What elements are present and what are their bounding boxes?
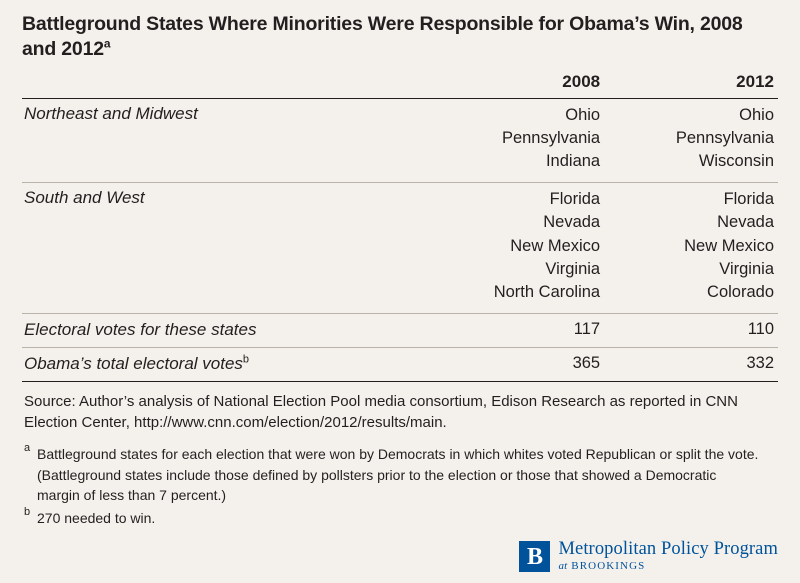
logo-institution (558, 561, 778, 573)
state-item: Pennsylvania (675, 128, 774, 147)
table-header-row (22, 72, 778, 99)
footnote-a-text: Battleground states for each election that were won by Democrats in which whites voted Republican or split the vote. (Battleground states include those defined by pollsters prior to the election or those that showed a Democratic margin of less than 7 percent.) (37, 446, 759, 504)
brookings-logo (519, 540, 778, 573)
state-item: Ohio (739, 105, 774, 124)
logo-brookings-word: BROOKINGS (571, 560, 646, 573)
cell-northeast-midwest-2008 (430, 98, 604, 182)
table-row (22, 313, 778, 347)
row-label-electoral-votes-these-states: Electoral votes for these states (22, 313, 430, 347)
page-title-text: Battleground States Where Minorities Were Responsible for Obama’s Win, 2008 and 2012 (22, 13, 743, 60)
table-row (22, 182, 778, 313)
state-item: Florida (549, 189, 601, 208)
footnote-b-text: 270 needed to win. (37, 510, 156, 527)
cell-electoral-votes-2008: 117 (430, 313, 604, 347)
column-header-2008: 2008 (430, 72, 604, 99)
source-note: Source: Author’s analysis of National Election Pool media consortium, Edison Research as reported in CNN Election Center, http://www.cnn.com/election/2012/results/main. (24, 392, 738, 432)
footnotes (24, 444, 759, 528)
state-item: Virginia (719, 260, 774, 279)
state-item: North Carolina (493, 283, 601, 302)
state-item: Colorado (707, 283, 774, 302)
battleground-states-table (22, 72, 778, 382)
footnote-b (24, 508, 759, 528)
state-item: Nevada (717, 213, 774, 232)
cell-south-west-2008 (430, 182, 604, 313)
column-header-2012: 2012 (604, 72, 778, 99)
state-item: Wisconsin (698, 152, 774, 171)
row-label-south-west: South and West (22, 182, 430, 313)
table-row (22, 98, 778, 182)
cell-total-electoral-votes-2008: 365 (430, 347, 604, 381)
page-title-footnote-marker: a (103, 36, 111, 51)
footnote-a-marker: a (24, 442, 31, 455)
state-item: New Mexico (684, 236, 774, 255)
footnote-b-marker: b (24, 506, 31, 519)
cell-northeast-midwest-2012 (604, 98, 778, 182)
state-item: Pennsylvania (501, 128, 601, 147)
logo-text (558, 540, 778, 573)
table-row (22, 347, 778, 381)
page-title (22, 12, 778, 62)
state-item: Nevada (543, 213, 601, 232)
brookings-b-mark: B (519, 541, 550, 572)
state-item: New Mexico (510, 236, 601, 255)
row-label-northeast-midwest: Northeast and Midwest (22, 98, 430, 182)
logo-program-name: Metropolitan Policy Program (558, 539, 778, 560)
state-item: Ohio (565, 105, 601, 124)
cell-electoral-votes-2012: 110 (604, 313, 778, 347)
row-label-obama-total-electoral-votes (22, 347, 430, 381)
footnote-a (24, 444, 759, 505)
state-item: Virginia (545, 260, 601, 279)
cell-south-west-2012 (604, 182, 778, 313)
state-item: Indiana (545, 152, 601, 171)
cell-total-electoral-votes-2012: 332 (604, 347, 778, 381)
logo-at-word: at (558, 560, 568, 573)
column-header-blank (22, 72, 430, 99)
row-label-footnote-marker: b (242, 353, 250, 366)
state-item: Florida (723, 189, 774, 208)
row-label-text: Obama’s total electoral votes (24, 353, 243, 373)
